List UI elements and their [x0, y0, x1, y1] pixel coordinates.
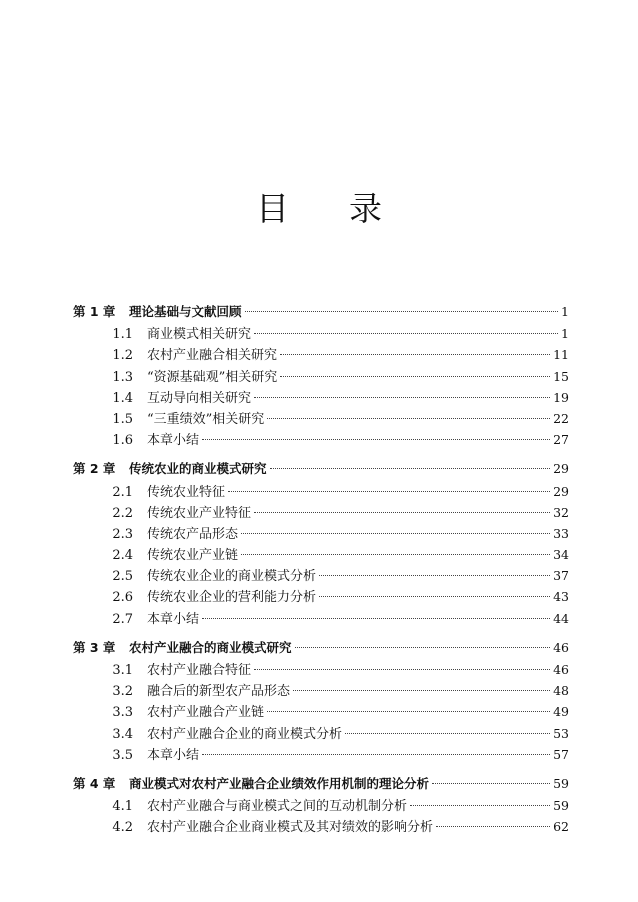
leader-dots [254, 333, 558, 334]
leader-dots [280, 354, 550, 355]
leader-dots [254, 669, 550, 670]
toc-chapter-entry[interactable] [73, 774, 569, 795]
section-title: 传统农业企业的商业模式分析 [147, 569, 317, 585]
toc-section-entry[interactable] [73, 481, 569, 502]
section-number: 2.7 [112, 611, 133, 627]
chapter-title: 商业模式对农村产业融合企业绩效作用机制的理论分析 [129, 775, 430, 791]
leader-dots [254, 397, 550, 398]
page-number: 48 [553, 683, 569, 699]
leader-dots [280, 376, 550, 377]
section-title: 农村产业融合产业链 [147, 705, 265, 721]
page-number: 32 [553, 504, 569, 520]
toc-section-entry[interactable] [73, 523, 569, 544]
chapter-number: 第 1 章 [73, 304, 116, 319]
page-number: 34 [553, 547, 569, 563]
chapter-number: 第 2 章 [73, 461, 116, 477]
leader-dots [228, 491, 550, 492]
section-title: 商业模式相关研究 [147, 327, 252, 343]
section-title: 农村产业融合相关研究 [147, 348, 278, 364]
leader-dots [295, 647, 551, 648]
toc-section-entry[interactable] [73, 723, 569, 744]
section-number: 2.4 [112, 548, 133, 564]
section-title: 传统农业产业链 [147, 548, 239, 564]
table-of-contents [73, 302, 569, 847]
page-number: 29 [553, 483, 569, 499]
toc-section-entry[interactable] [73, 366, 569, 387]
section-number: 1.5 [112, 411, 133, 427]
section-number: 1.2 [112, 348, 133, 364]
section-number: 1.3 [112, 369, 133, 385]
section-number: 2.6 [112, 590, 133, 606]
toc-section-entry[interactable] [73, 408, 569, 429]
section-title: 本章小结 [147, 433, 200, 449]
page-title [0, 183, 638, 230]
toc-section-entry[interactable] [73, 795, 569, 816]
section-title: “三重绩效”相关研究 [147, 411, 265, 427]
section-title: 传统农业特征 [147, 484, 226, 500]
page-number: 1 [561, 326, 569, 342]
chapter-title: 传统农业的商业模式研究 [129, 461, 267, 477]
toc-chapter [73, 302, 569, 450]
toc-section-entry[interactable] [73, 544, 569, 565]
page-number: 33 [553, 525, 569, 541]
section-number: 3.4 [112, 726, 133, 742]
title-char-2: 录 [349, 189, 382, 228]
leader-dots [293, 690, 550, 691]
section-title: 农村产业融合企业的商业模式分析 [147, 726, 343, 742]
section-title: 传统农业产业特征 [147, 505, 252, 521]
page-number: 11 [553, 347, 569, 363]
section-title: 传统农产品形态 [147, 526, 239, 542]
section-title: 农村产业融合企业商业模式及其对绩效的影响分析 [147, 820, 434, 836]
leader-dots [245, 311, 558, 312]
leader-dots [254, 512, 550, 513]
page-number: 15 [553, 368, 569, 384]
leader-dots [267, 418, 550, 419]
section-title: 本章小结 [147, 747, 200, 763]
section-number: 2.3 [112, 526, 133, 542]
toc-section-entry[interactable] [73, 586, 569, 607]
toc-chapter [73, 459, 569, 629]
page-number: 29 [553, 461, 569, 477]
title-char-1: 目 [256, 189, 289, 228]
leader-dots [202, 754, 550, 755]
leader-dots [345, 733, 550, 734]
section-number: 3.5 [112, 747, 133, 763]
toc-chapter-entry[interactable] [73, 459, 569, 480]
toc-section-entry[interactable] [73, 744, 569, 765]
leader-dots [241, 533, 550, 534]
page-number: 59 [553, 798, 569, 814]
chapter-number: 第 3 章 [73, 639, 116, 655]
page-number: 53 [553, 725, 569, 741]
toc-section-entry[interactable] [73, 565, 569, 586]
toc-section-entry[interactable] [73, 429, 569, 450]
leader-dots [267, 711, 550, 712]
section-number: 3.2 [112, 684, 133, 700]
page-number: 59 [553, 775, 569, 791]
page-number: 22 [553, 410, 569, 426]
leader-dots [202, 618, 550, 619]
toc-section-entry[interactable] [73, 387, 569, 408]
section-number: 4.2 [112, 820, 133, 836]
section-number: 3.1 [112, 663, 133, 678]
section-number: 3.3 [112, 705, 133, 721]
page-number: 37 [553, 568, 569, 584]
toc-section-entry[interactable] [73, 344, 569, 365]
section-title: 农村产业融合特征 [147, 663, 252, 678]
toc-chapter [73, 638, 569, 765]
page-number: 49 [553, 704, 569, 720]
page-number: 46 [553, 639, 569, 655]
page-number: 57 [553, 746, 569, 762]
toc-section-entry[interactable] [73, 608, 569, 629]
section-number: 1.6 [112, 433, 133, 449]
section-number: 1.1 [112, 327, 133, 343]
page-number: 44 [553, 610, 569, 626]
toc-chapter-entry[interactable] [73, 638, 569, 659]
leader-dots [202, 439, 550, 440]
section-title: 互动导向相关研究 [147, 390, 252, 406]
page-number: 19 [553, 389, 569, 405]
toc-section-entry[interactable] [73, 680, 569, 701]
section-number: 4.1 [112, 799, 133, 815]
toc-section-entry[interactable] [73, 659, 569, 680]
leader-dots [270, 468, 551, 469]
chapter-number: 第 4 章 [73, 775, 116, 791]
section-number: 2.5 [112, 569, 133, 585]
toc-section-entry[interactable] [73, 816, 569, 837]
section-title: “资源基础观”相关研究 [147, 369, 278, 385]
leader-dots [436, 826, 550, 827]
leader-dots [319, 596, 550, 597]
leader-dots [432, 783, 550, 784]
page-number: 46 [553, 662, 569, 677]
leader-dots [319, 575, 550, 576]
section-title: 融合后的新型农产品形态 [147, 684, 291, 700]
chapter-title: 农村产业融合的商业模式研究 [129, 639, 292, 655]
toc-section-entry[interactable] [73, 701, 569, 722]
toc-section-entry[interactable] [73, 502, 569, 523]
section-number: 1.4 [112, 390, 133, 406]
page-number: 62 [553, 819, 569, 835]
page-number: 27 [553, 432, 569, 448]
section-title: 传统农业企业的营利能力分析 [147, 590, 317, 606]
section-title: 本章小结 [147, 611, 200, 627]
toc-section-entry[interactable] [73, 323, 569, 344]
section-number: 2.1 [112, 484, 133, 500]
page-number: 1 [561, 304, 569, 319]
section-title: 农村产业融合与商业模式之间的互动机制分析 [147, 799, 408, 815]
page-number: 43 [553, 589, 569, 605]
toc-chapter [73, 774, 569, 838]
chapter-title: 理论基础与文献回顾 [129, 304, 242, 319]
leader-dots [410, 805, 550, 806]
leader-dots [241, 554, 550, 555]
toc-chapter-entry[interactable] [73, 302, 569, 323]
section-number: 2.2 [112, 505, 133, 521]
